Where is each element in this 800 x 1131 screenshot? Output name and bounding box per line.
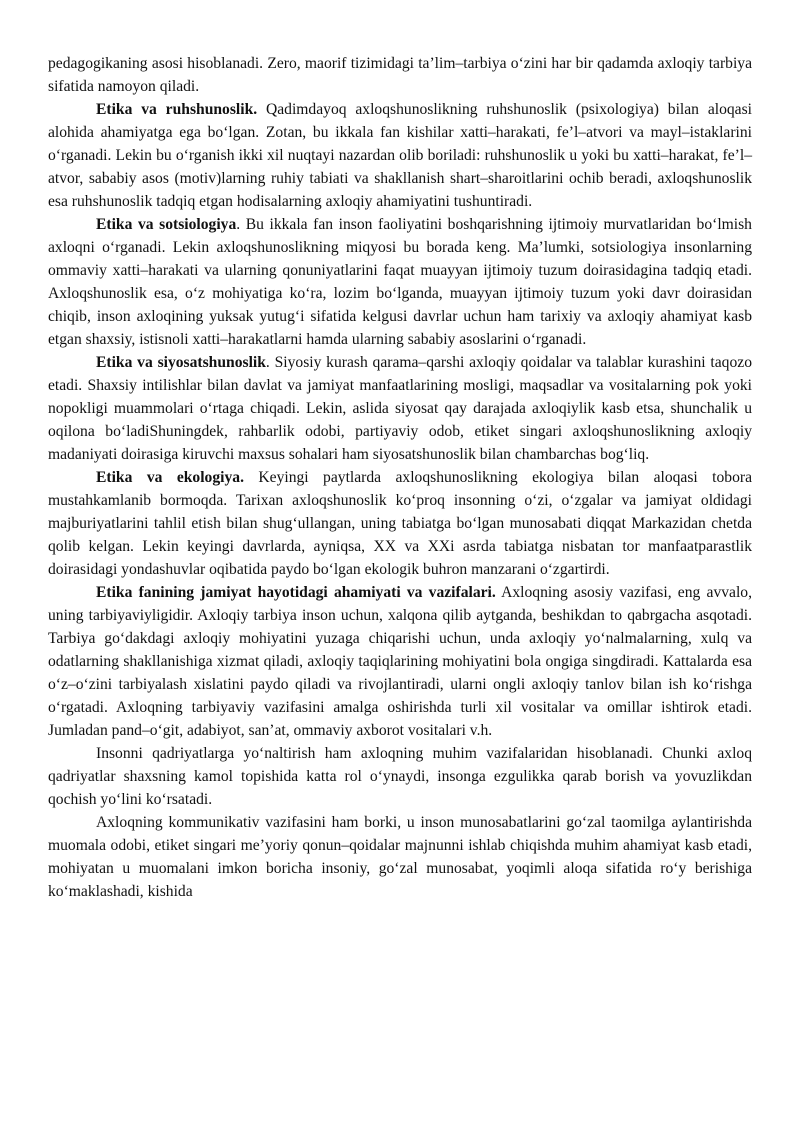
paragraph-heading: Etika va siyosatshunoslik bbox=[96, 354, 266, 371]
paragraph-text: Keyingi paytlarda axloqshunoslikning ekologiya bilan aloqasi tobora mustahkamlanib bormoqda. Tarixan axloqshunoslik ko‘proq insonning o‘zi, o‘zgalar va jamiyat oldidagi majburiyatlarini tahlil etish bilan shug‘ullangan, uning tabiatga bo‘lgan munosabati diqqat Markazidan chetda qolib kelgan. Lekin keyingi davrlarda, ayniqsa, XX va XXi asrda tabiatga nisbatan tor manfaatparastlik doirasidagi yondashuvlar oqibatida paydo bo‘lgan ekologik buhron manzarani o‘zgartirdi. bbox=[48, 469, 753, 578]
paragraph-ethics-psychology bbox=[48, 98, 752, 213]
paragraph-ethics-social-role bbox=[48, 581, 752, 742]
paragraph-text: Axloqning asosiy vazifasi, eng avvalo, uning tarbiyaviyligidir. Axloqiy tarbiya inson uchun, xalqona qilib aytganda, beshikdan to qabrgacha asqotadi. Tarbiya go‘dakdagi axloqiy mohiyatini yuzaga chiqarishi uchun, unda axloqiy yo‘nalmalarning, xulq va odatlarning shakllanishiga xizmat qiladi, axloqiy taqiqlarining mohiyatini bola ongiga singdiradi. Kattalarda esa o‘z–o‘zini tarbiyalash xislatini paydo qiladi va rivojlantiradi, ularni ongli axloqiy tanlov bilan ish ko‘rishga o‘rgatadi. Axloqning tarbiyaviy vazifasini amalga oshirishda turli xil vositalar va omillar ishtirok etadi. Jumladan pand–o‘git, adabiyot, san’at, ommaviy axborot vositalari v.h. bbox=[48, 584, 752, 739]
paragraph-values-orientation bbox=[48, 742, 752, 811]
paragraph-text: Insonni qadriyatlarga yo‘naltirish ham axloqning muhim vazifalaridan hisoblanadi. Chunki axloq qadriyatlar shaxsning kamol topishida katta rol o‘ynaydi, insonga ezgulikka qarab borish va yovuzlikdan qochish yo‘lini ko‘rsatadi. bbox=[48, 745, 752, 808]
paragraph-communicative-function bbox=[48, 811, 752, 903]
paragraph-heading: Etika fanining jamiyat hayotidagi ahamiyati va vazifalari. bbox=[96, 584, 496, 601]
paragraph-ethics-political-science bbox=[48, 351, 752, 466]
paragraph-pedagogy-continuation bbox=[48, 52, 752, 98]
paragraph-heading: Etika va ruhshunoslik. bbox=[96, 101, 258, 118]
document-page bbox=[48, 52, 752, 903]
paragraph-text: pedagogikaning asosi hisoblanadi. Zero, maorif tizimidagi ta’lim–tarbiya o‘zini har bir qadamda axloqiy tarbiya sifatida namoyon qiladi. bbox=[48, 55, 752, 95]
paragraph-text: Axloqning kommunikativ vazifasini ham borki, u inson munosabatlarini go‘zal taomilga aylantirishda muomala odobi, etiket singari me’yoriy qonun–qoidalar majnunni ishlab chiqishda muhim ahamiyat kasb etadi, mohiyatan u muomalani imkon boricha insoniy, go‘zal munosabat, yoqimli aloqa sifatida ro‘y berishiga ko‘maklashadi, kishida bbox=[48, 814, 752, 900]
paragraph-text: Qadimdayoq axloqshunoslikning ruhshunoslik (psixologiya) bilan aloqasi alohida ahamiyatga ega bo‘lgan. Zotan, bu ikkala fan kishilar xatti–harakati, fe’l–atvori va mayl–istaklarini o‘rganadi. Lekin bu o‘rganish ikki xil nuqtayi nazardan olib boriladi: ruhshunoslik u yoki bu xatti–harakat, fe’l–atvor, sababiy asos (motiv)larning ruhiy tabiati va shakllanish shart–sharoitlarini ochib beradi, axloqshunoslik esa ruhshunoslik tadqiq etgan hodisalarning axloqiy ahamiyatini tushuntiradi. bbox=[48, 101, 752, 210]
paragraph-ethics-sociology bbox=[48, 213, 752, 351]
paragraph-heading: Etika va sotsiologiya bbox=[96, 216, 237, 233]
paragraph-heading: Etika va ekologiya. bbox=[96, 469, 244, 486]
paragraph-ethics-ecology bbox=[48, 466, 752, 581]
paragraph-text: . Bu ikkala fan inson faoliyatini boshqarishning ijtimoiy murvatlaridan bo‘lmish axloqni o‘rganadi. Lekin axloqshunoslikning miqyosi bu borada keng. Ma’lumki, sotsiologiya insonlarning ommaviy xatti–harakati va ularning qonuniyatlarini faqat muayyan ijtimoiy tuzum doirasidagina tadqiq etadi. Axloqshunoslik esa, o‘z mohiyatiga ko‘ra, lozim bo‘lganda, muayyan ijtimoiy tuzum yoki davr doirasidan chiqib, inson axloqining yuksak yutug‘i sifatida kelgusi davrlar uchun ham tarixiy va axloqiy ahamiyat kasb etgan shaxsiy, istisnoli xatti–harakatlarni hamda ularning sababiy asoslarini o‘rganadi. bbox=[48, 216, 752, 348]
paragraph-text: . Siyosiy kurash qarama–qarshi axloqiy qoidalar va talablar kurashini taqozo etadi. Shaxsiy intilishlar bilan davlat va jamiyat manfaatlarining mosligi, maqsadlar va vositalarning pok yoki nopokligi muammolari o‘rtaga chiqadi. Lekin, aslida siyosat qay darajada axloqiylik kasb etsa, shunchalik u oqilona bo‘ladiShuningdek, rahbarlik odobi, partiyaviy odob, etiket singari axloqshunoslikning axloqiy madaniyati doirasiga kiruvchi maxsus sohalari ham siyosatshunoslik bilan chambarchas bog‘liq. bbox=[48, 354, 752, 463]
